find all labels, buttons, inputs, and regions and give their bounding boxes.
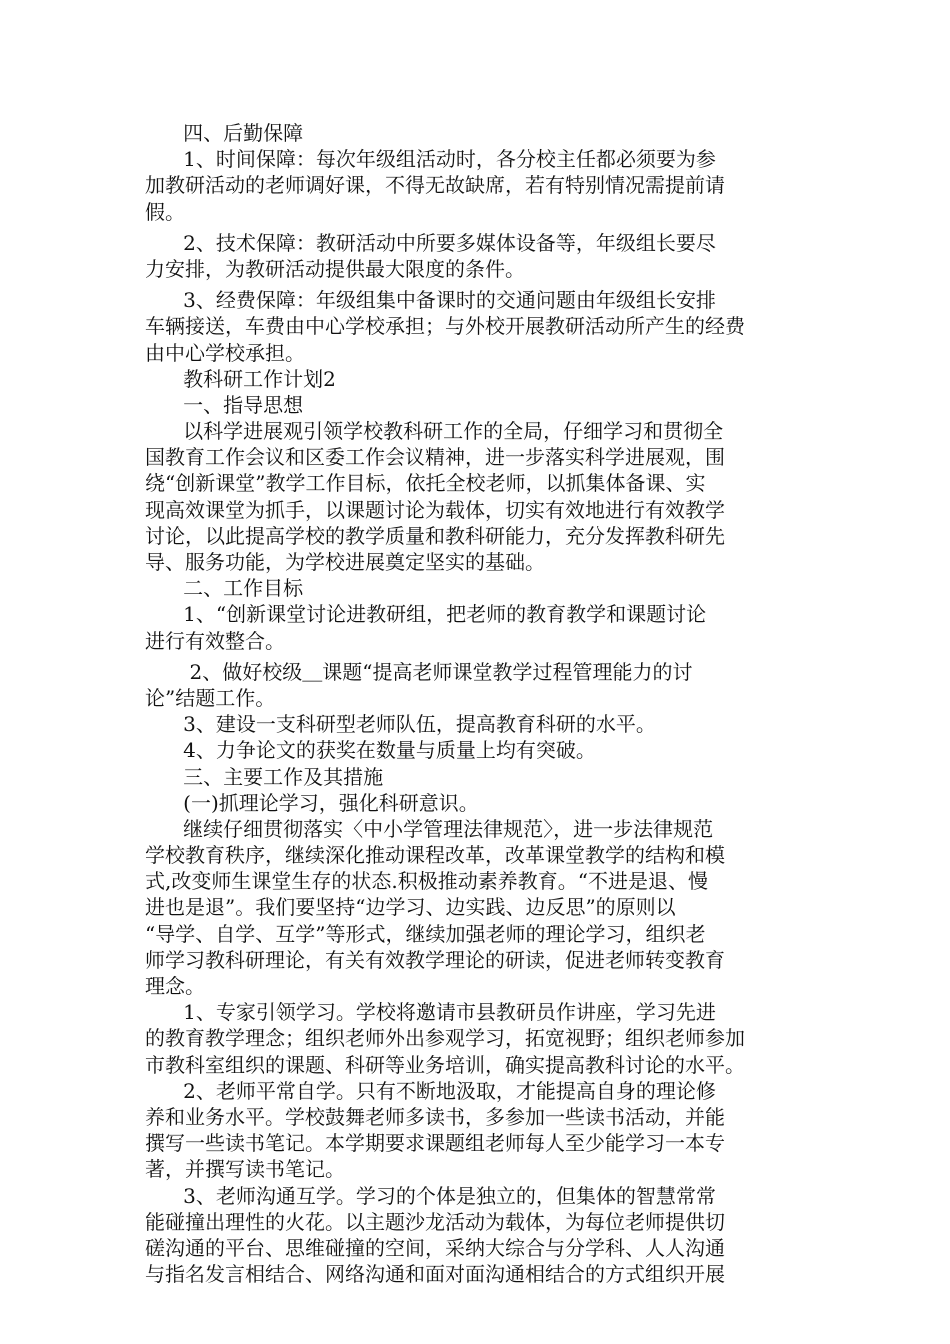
- text-line: 以科学进展观引领学校教科研工作的全局，仔细学习和贯彻全: [145, 419, 724, 444]
- text-line: 能碰撞出理性的火花。以主题沙龙活动为载体，为每位老师提供切: [145, 1209, 725, 1234]
- text-line: 进也是退”。我们要坚持“边学习、边实践、边反思”的原则以: [145, 895, 676, 920]
- document-page: [145, 120, 810, 1287]
- text-line: 师学习教科研理论，有关有效教学理论的研读，促进老师转变教育: [145, 947, 725, 972]
- text-line: 讨论，以此提高学校的教学质量和教科研能力，充分发挥教科研先: [145, 523, 725, 548]
- text-line: 绕“创新课堂”教学工作目标，依托全校老师，以抓集体备课、实: [145, 471, 706, 496]
- text-line: 学校教育秩序，继续深化推动课程改革，改革课堂教学的结构和模: [145, 843, 725, 868]
- text-line: 力安排，为教研活动提供最大限度的条件。: [145, 256, 525, 281]
- text-line: 四、后勤保障: [145, 121, 304, 145]
- text-line: (一)抓理论学习，强化科研意识。: [145, 790, 479, 815]
- text-line: 教科研工作计划2: [145, 366, 336, 391]
- text-line: 一、指导思想: [145, 392, 304, 417]
- text-line: 与指名发言相结合、网络沟通和面对面沟通相结合的方式组织开展: [145, 1262, 725, 1287]
- text-line: 由中心学校承担。: [145, 340, 305, 365]
- text-line: “导学、自学、互学”等形式，继续加强老师的理论学习，组织老: [145, 921, 706, 946]
- text-line: 撰写一些读书笔记。本学期要求课题组老师每人至少能学习一本专: [145, 1131, 725, 1156]
- text-line: 2、做好校级＿课题“提高老师课堂教学过程管理能力的讨: [145, 659, 693, 684]
- text-line: 2、老师平常自学。只有不断地汲取，才能提高自身的理论修: [145, 1078, 716, 1103]
- text-line: 磋沟通的平台、思维碰撞的空间，采纳大综合与分学科、人人沟通: [145, 1235, 725, 1260]
- text-line: 车辆接送，车费由中心学校承担；与外校开展教研活动所产生的经费: [145, 314, 745, 339]
- text-line: 4、力争论文的获奖在数量与质量上均有突破。: [145, 738, 596, 763]
- text-line: 2、技术保障：教研活动中所要多媒体设备等，年级组长要尽: [145, 230, 716, 255]
- text-line: 1、专家引领学习。学校将邀请市县教研员作讲座，学习先进: [145, 1000, 716, 1025]
- text-line: 养和业务水平。学校鼓舞老师多读书，多参加一些读书活动，并能: [145, 1104, 725, 1129]
- text-line: 的教育教学理念；组织老师外出参观学习，拓宽视野；组织老师参加: [145, 1026, 745, 1051]
- text-line: 3、经费保障：年级组集中备课时的交通问题由年级组长安排: [145, 288, 716, 313]
- text-line: 二、工作目标: [145, 576, 304, 601]
- text-line: 国教育工作会议和区委工作会议精神，进一步落实科学进展观，围: [145, 445, 725, 470]
- text-line: 现高效课堂为抓手，以课题讨论为载体，切实有效地进行有效教学: [145, 497, 725, 522]
- text-line: 式,改变师生课堂生存的状态.积极推动素养教育。“不进是退、慢: [145, 869, 708, 894]
- text-line: 论”结题工作。: [145, 685, 276, 710]
- text-line: 继续仔细贯彻落实〈中小学管理法律规范〉，进一步法律规范: [145, 816, 714, 841]
- text-line: 1、时间保障：每次年级组活动时，各分校主任都必须要为参: [145, 147, 716, 172]
- text-line: 三、主要工作及其措施: [145, 764, 384, 789]
- text-line: 假。: [145, 199, 185, 224]
- text-line: 3、老师沟通互学。学习的个体是独立的，但集体的智慧常常: [145, 1183, 716, 1208]
- text-line: 市教科室组织的课题、科研等业务培训，确实提高教科讨论的水平。: [145, 1052, 745, 1077]
- text-line: 导、服务功能，为学校进展奠定坚实的基础。: [145, 550, 545, 574]
- text-line: 著，并撰写读书笔记。: [145, 1157, 345, 1182]
- text-line: 进行有效整合。: [145, 628, 285, 653]
- text-line: 理念。: [145, 974, 205, 998]
- text-line: 加教研活动的老师调好课，不得无故缺席，若有特别情况需提前请: [145, 173, 725, 198]
- text-line: 1、“创新课堂讨论进教研组，把老师的教育教学和课题讨论: [145, 602, 707, 627]
- text-line: 3、建设一支科研型老师队伍，提高教育科研的水平。: [145, 712, 656, 737]
